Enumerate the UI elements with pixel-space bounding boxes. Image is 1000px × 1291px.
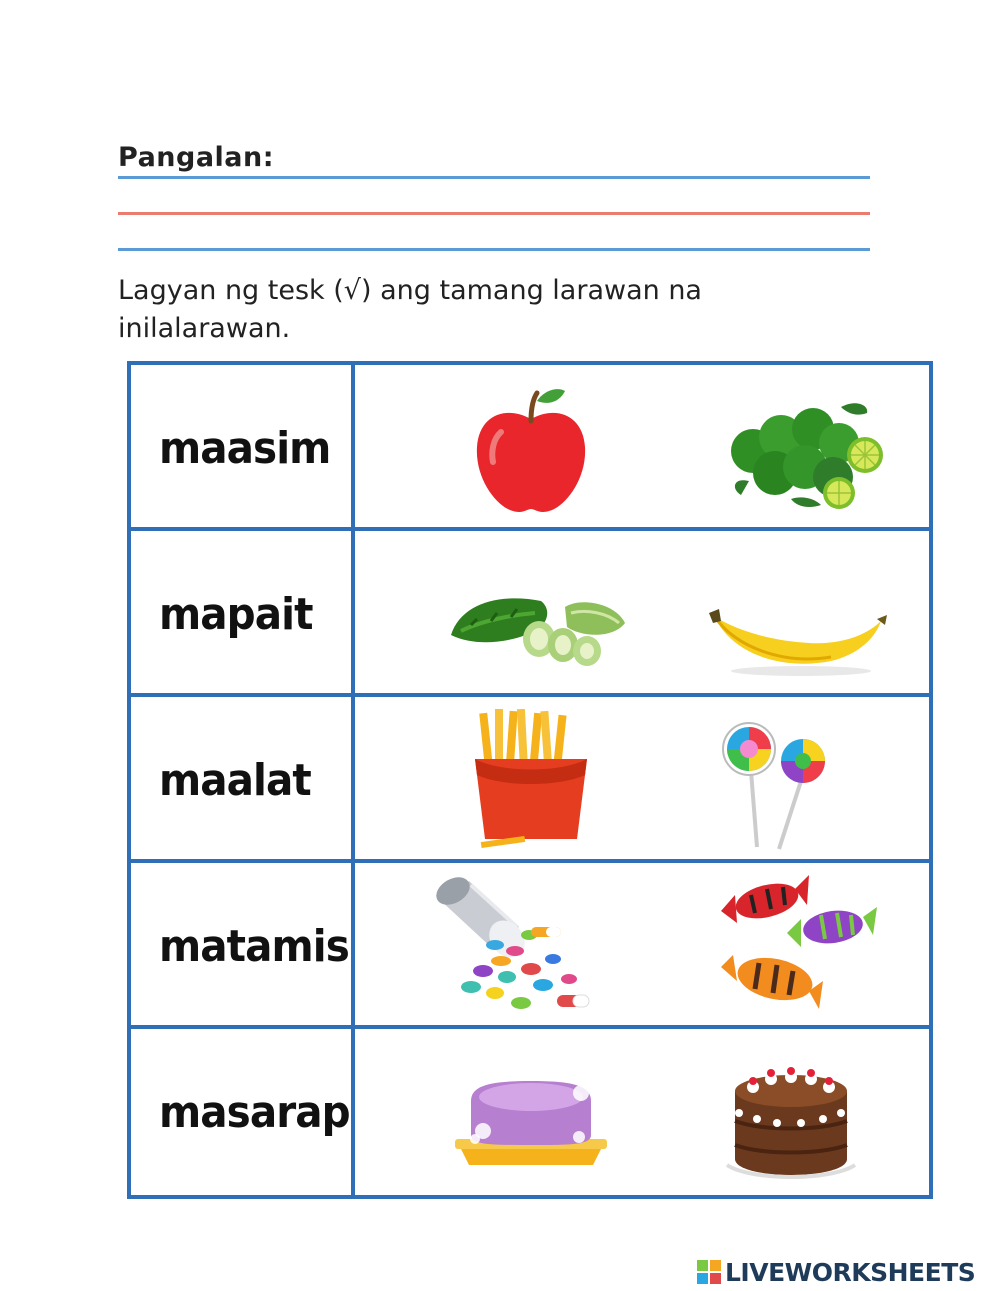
row-word: maasim (159, 423, 331, 474)
row-word: maalat (159, 755, 311, 806)
row-word: masarap (159, 1087, 350, 1138)
soap-image[interactable] (431, 1041, 631, 1183)
brand-name: LIVEWORKSHEETS (725, 1257, 976, 1287)
ampalaya-image[interactable] (431, 543, 631, 685)
word-cell (131, 697, 355, 859)
table-row (131, 697, 929, 863)
name-line-1[interactable] (118, 176, 870, 179)
liveworksheets-logo-icon (697, 1260, 721, 1284)
row-word: mapait (159, 589, 313, 640)
banana-image[interactable] (691, 543, 891, 685)
word-cell (131, 531, 355, 693)
table-row (131, 1029, 929, 1195)
table-row (131, 863, 929, 1029)
liveworksheets-logo (697, 1256, 975, 1288)
lollipops-image[interactable] (691, 709, 891, 851)
word-cell (131, 365, 355, 527)
name-line-3 (118, 248, 870, 251)
pills-image[interactable] (431, 875, 631, 1017)
word-cell (131, 1029, 355, 1195)
candies-image[interactable] (691, 875, 891, 1017)
instructions: Lagyan ng tesk (√) ang tamang larawan na inilalarawan. (118, 275, 702, 344)
calamansi-image[interactable] (691, 377, 891, 519)
table-row (131, 365, 929, 531)
word-cell (131, 863, 355, 1025)
apple-image[interactable] (431, 377, 631, 519)
french-fries-image[interactable] (431, 709, 631, 851)
name-line-2 (118, 212, 870, 215)
name-label: Pangalan: (118, 142, 275, 173)
chocolate-cake-image[interactable] (691, 1041, 891, 1183)
table-row (131, 531, 929, 697)
answer-table (127, 361, 933, 1199)
row-word: matamis (159, 921, 349, 972)
